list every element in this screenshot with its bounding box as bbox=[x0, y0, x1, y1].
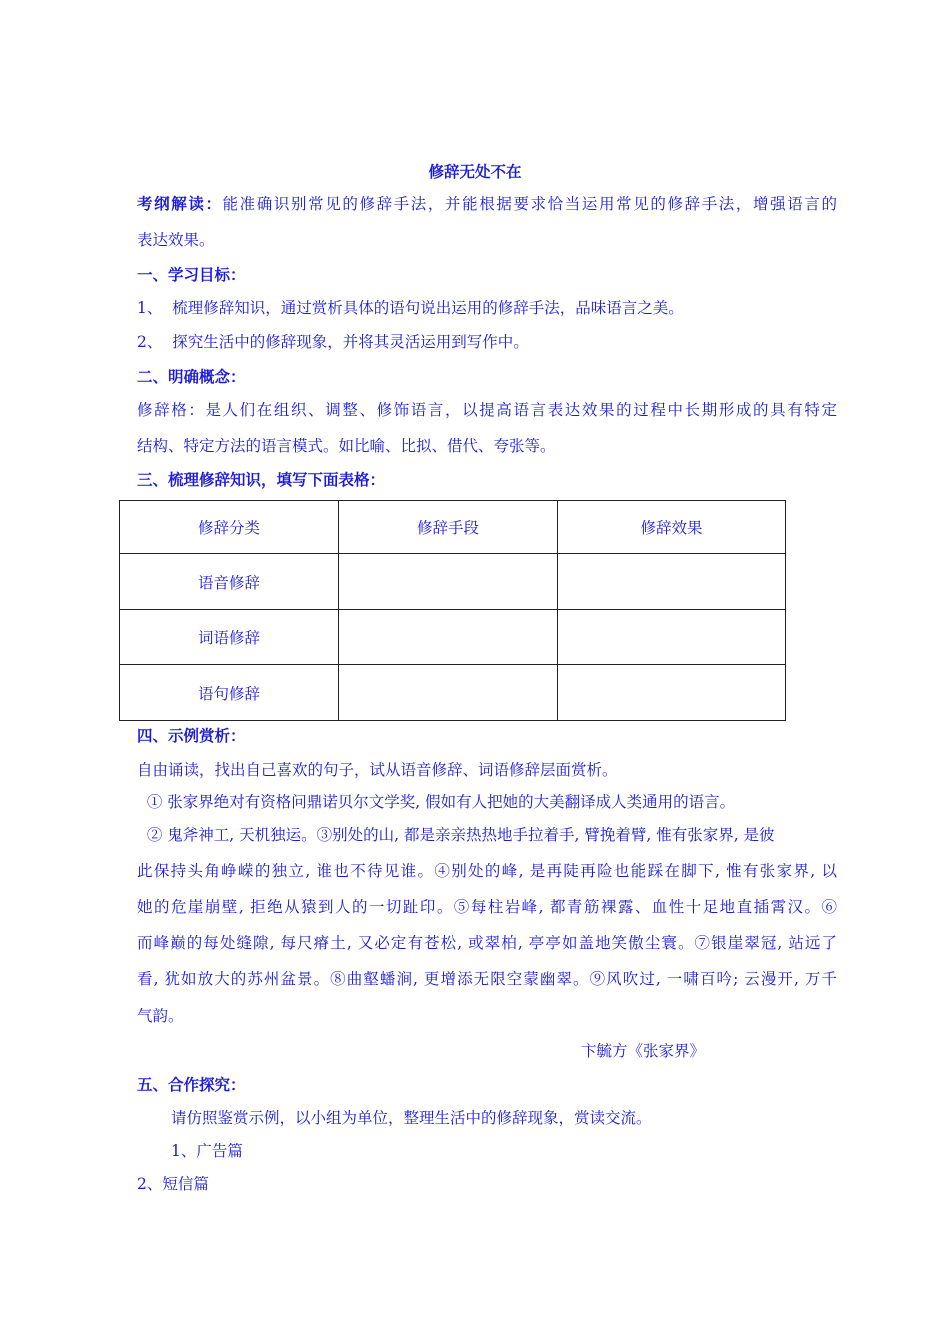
outline-line-2: 表达效果。 bbox=[137, 231, 215, 249]
example-attribution: 卞毓方《张家界》 bbox=[581, 1042, 706, 1060]
table-row bbox=[120, 610, 786, 665]
row-means-cell[interactable] bbox=[339, 665, 558, 721]
section3-heading: 三、梳理修辞知识，填写下面表格： bbox=[137, 470, 386, 489]
example-line: 她的危崖崩壁, 拒绝从猿到人的一切趾印。⑤每柱岩峰, 都青筋裸露、血性十足地直插霄汉。⑥ bbox=[137, 898, 837, 916]
section2-heading: 二、明确概念： bbox=[137, 367, 246, 386]
section1-heading: 一、学习目标： bbox=[137, 265, 246, 284]
row-category: 词语修辞 bbox=[120, 610, 339, 665]
header-category: 修辞分类 bbox=[120, 501, 339, 554]
example-intro: 自由诵读，找出自己喜欢的句子，试从语音修辞、词语修辞层面赏析。 bbox=[137, 761, 618, 779]
example-line: 看, 犹如放大的苏州盆景。⑧曲壑蟠涧, 更增添无限空蒙幽翠。⑨风吹过, 一啸百吟; 云漫开, 万千 bbox=[137, 970, 837, 988]
table-row bbox=[120, 665, 786, 721]
cooperation-item-sms: 2、短信篇 bbox=[137, 1175, 209, 1193]
header-means: 修辞手段 bbox=[339, 501, 558, 554]
document-title: 修辞无处不在 bbox=[428, 162, 522, 181]
row-effect-cell[interactable] bbox=[558, 553, 786, 610]
rhetoric-table bbox=[119, 500, 786, 721]
row-category: 语音修辞 bbox=[120, 553, 339, 610]
section4-heading: 四、示例赏析： bbox=[137, 726, 246, 745]
section5-heading: 五、合作探究： bbox=[137, 1075, 246, 1094]
example-line: 气韵。 bbox=[137, 1007, 184, 1025]
concept-line-1: 修辞格：是人们在组织、调整、修饰语言，以提高语言表达效果的过程中长期形成的具有特定 bbox=[137, 401, 837, 419]
outline-line-1 bbox=[137, 194, 837, 214]
goal-item-2: 2、 探究生活中的修辞现象，并将其灵活运用到写作中。 bbox=[137, 333, 529, 351]
goal-item-1: 1、 梳理修辞知识，通过赏析具体的语句说出运用的修辞手法，品味语言之美。 bbox=[137, 299, 684, 317]
row-means-cell[interactable] bbox=[339, 553, 558, 610]
row-effect-cell[interactable] bbox=[558, 665, 786, 721]
row-means-cell[interactable] bbox=[339, 610, 558, 665]
cooperation-item-ads: 1、广告篇 bbox=[171, 1142, 243, 1160]
example-line: 此保持头角峥嵘的独立, 谁也不待见谁。④别处的峰, 是再陡再险也能踩在脚下, 惟有张家界, 以 bbox=[137, 862, 837, 880]
concept-line-2: 结构、特定方法的语言模式。如比喻、比拟、借代、夸张等。 bbox=[137, 437, 556, 455]
header-effect: 修辞效果 bbox=[558, 501, 786, 554]
outline-label: 考纲解读： bbox=[137, 194, 223, 213]
row-effect-cell[interactable] bbox=[558, 610, 786, 665]
table-row bbox=[120, 553, 786, 610]
outline-text-1: 能准确识别常见的修辞手法，并能根据要求恰当运用常见的修辞手法，增强语言的 bbox=[222, 195, 837, 213]
table-header-row bbox=[120, 501, 786, 554]
cooperation-intro: 请仿照鉴赏示例，以小组为单位，整理生活中的修辞现象，赏读交流。 bbox=[171, 1109, 652, 1127]
example-line: ② 鬼斧神工, 天机独运。③别处的山, 都是亲亲热热地手拉着手, 臂挽着臂, 惟有张家界, 是彼 bbox=[137, 826, 775, 844]
row-category: 语句修辞 bbox=[120, 665, 339, 721]
example-line: 而峰巅的每处缝隙, 每尺瘠土, 又必定有苍松, 或翠柏, 亭亭如盖地笑傲尘寰。⑦银崖翠冠, 站远了 bbox=[137, 934, 837, 952]
example-line: ① 张家界绝对有资格问鼎诺贝尔文学奖, 假如有人把她的大美翻译成人类通用的语言。 bbox=[137, 793, 736, 811]
